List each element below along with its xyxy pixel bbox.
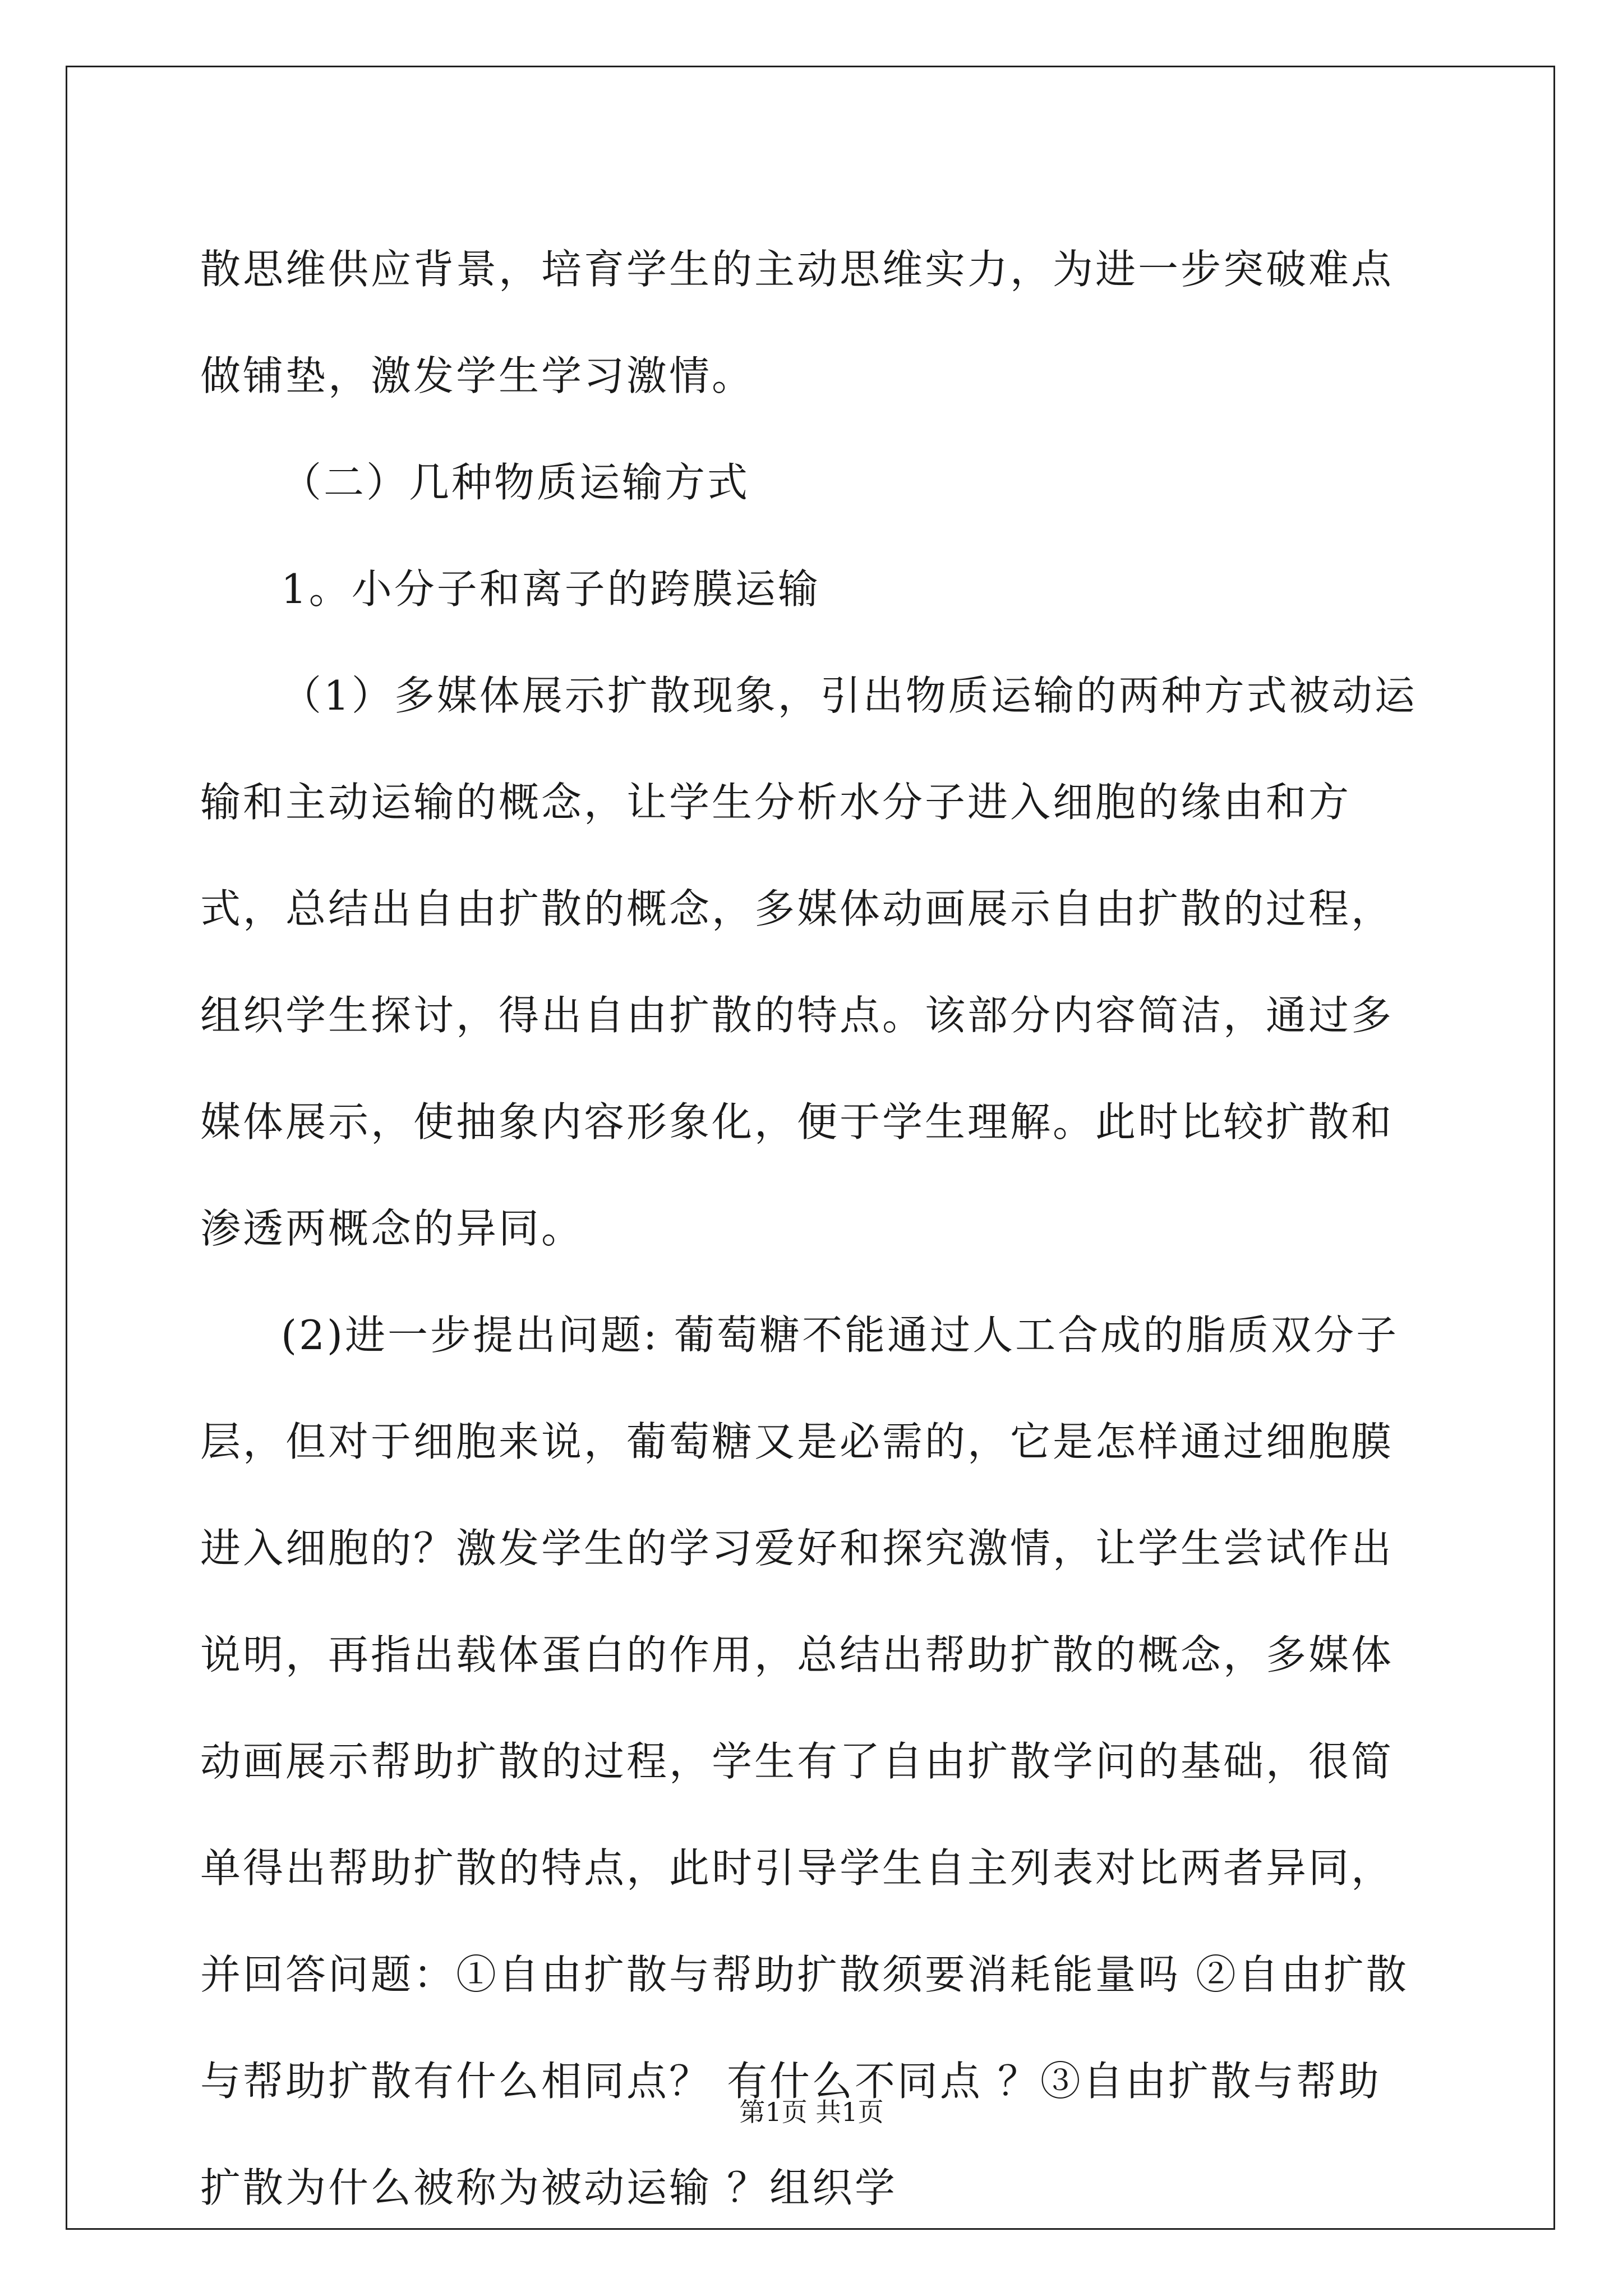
paragraph: (2)进一步提出问题: 葡萄糖不能通过人工合成的脂质双分子层，但对于细胞来说，葡萄糖又是必需的，它是怎样通过细胞膜进入细胞的？激发学生的学习爱好和探究激情，让学生尝试作出说明，再指出载体蛋白的作用，总结出帮助扩散的概念，多媒体动画展示帮助扩散的过程，学生有了自由扩散学问的基础，很简单得出帮助扩散的特点，此时引导学生自主列表对比两者异同，并回答问题：①自由扩散与帮助扩散须要消耗能量吗 ②自由扩散与帮助扩散有什么相同点？ 有什么不同点 ？③自由扩散与帮助扩散为什么被称为被动运输 ？组织学 (200, 1312, 1409, 2211)
page-number-footer: 第1页 共1页 (739, 2097, 884, 2127)
subsection-heading: 1。小分子和离子的跨膜运输 (281, 565, 820, 613)
document-body (200, 216, 1420, 2241)
paragraph: （1）多媒体展示扩散现象，引出物质运输的两种方式被动运输和主动运输的概念，让学生分析水分子进入细胞的缘由和方式，总结出自由扩散的概念，多媒体动画展示自由扩散的过程，组织学生探讨，得出自由扩散的特点。该部分内容简洁，通过多媒体展示，使抽象内容形象化，便于学生理解。此时比较扩散和渗透两概念的异同。 (200, 672, 1417, 1252)
section-heading: （二）几种物质运输方式 (281, 459, 750, 506)
paragraph: 散思维供应背景，培育学生的主动思维实力，为进一步突破难点做铺垫，激发学生学习激情。 (200, 246, 1394, 399)
